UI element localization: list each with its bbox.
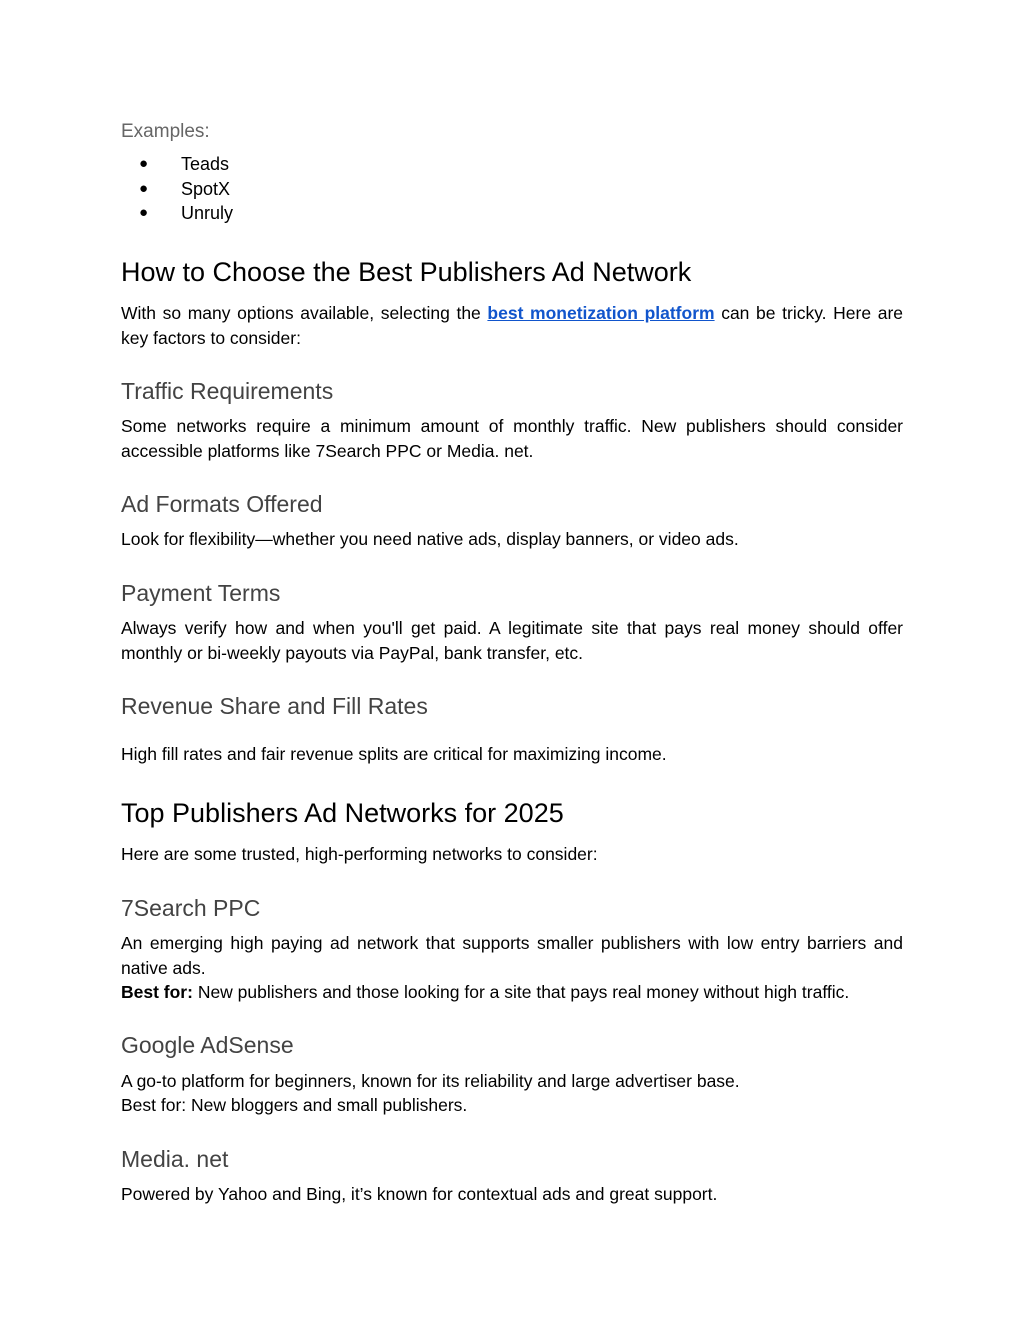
list-item-text: Teads: [181, 154, 230, 174]
list-item: [121, 152, 233, 177]
medianet-heading: Media. net: [121, 1146, 229, 1172]
adsense-heading: Google AdSense: [121, 1032, 294, 1058]
list-item: [121, 177, 233, 202]
best-monetization-platform-link[interactable]: best monetization platform: [487, 303, 715, 323]
payment-body: Always verify how and when you'll get paid. A legitimate site that pays real money should offer monthly or bi-weekly payouts via PayPal, bank transfer, etc.: [121, 618, 903, 663]
formats-body: Look for flexibility—whether you need native ads, display banners, or video ads.: [121, 529, 739, 549]
bullet-icon: ●: [139, 155, 149, 172]
choose-heading: How to Choose the Best Publishers Ad Network: [121, 257, 692, 287]
best-for-label: Best for:: [121, 982, 193, 1002]
examples-label: Examples:: [121, 121, 210, 142]
adsense-best-for: Best for: New bloggers and small publishers.: [121, 1095, 468, 1115]
adsense-body: A go-to platform for beginners, known for its reliability and large advertiser base.: [121, 1071, 740, 1091]
bullet-icon: ●: [139, 179, 149, 197]
seven-search-heading: 7Search PPC: [121, 895, 261, 921]
top-heading: Top Publishers Ad Networks for 2025: [121, 798, 564, 828]
choose-intro: [121, 301, 903, 350]
best-for-text: New publishers and those looking for a site that pays real money without high traffic.: [192, 982, 850, 1002]
bullet-icon: ●: [139, 204, 149, 221]
revenue-body: High fill rates and fair revenue splits are critical for maximizing income.: [121, 744, 667, 764]
choose-intro-after: can be tricky. Here are key factors to consider:: [121, 303, 904, 348]
medianet-body: Powered by Yahoo and Bing, it’s known for contextual ads and great support.: [121, 1184, 718, 1204]
seven-search-best-for: [121, 980, 903, 1005]
traffic-heading: Traffic Requirements: [121, 378, 334, 404]
payment-heading: Payment Terms: [121, 580, 281, 606]
formats-heading: Ad Formats Offered: [121, 491, 323, 517]
list-item-text: Unruly: [181, 203, 234, 223]
list-item-text: SpotX: [181, 178, 231, 199]
seven-search-body: An emerging high paying ad network that supports smaller publishers with low entry barriers and native ads.: [121, 933, 903, 978]
list-item: [121, 201, 233, 226]
choose-intro-before: With so many options available, selecting the: [121, 303, 488, 323]
examples-list: [121, 152, 233, 226]
revenue-heading: Revenue Share and Fill Rates: [121, 693, 428, 719]
traffic-body: Some networks require a minimum amount of monthly traffic. New publishers should consider accessible platforms like 7Search PPC or Media. net.: [121, 416, 903, 461]
top-intro: Here are some trusted, high-performing networks to consider:: [121, 844, 598, 864]
